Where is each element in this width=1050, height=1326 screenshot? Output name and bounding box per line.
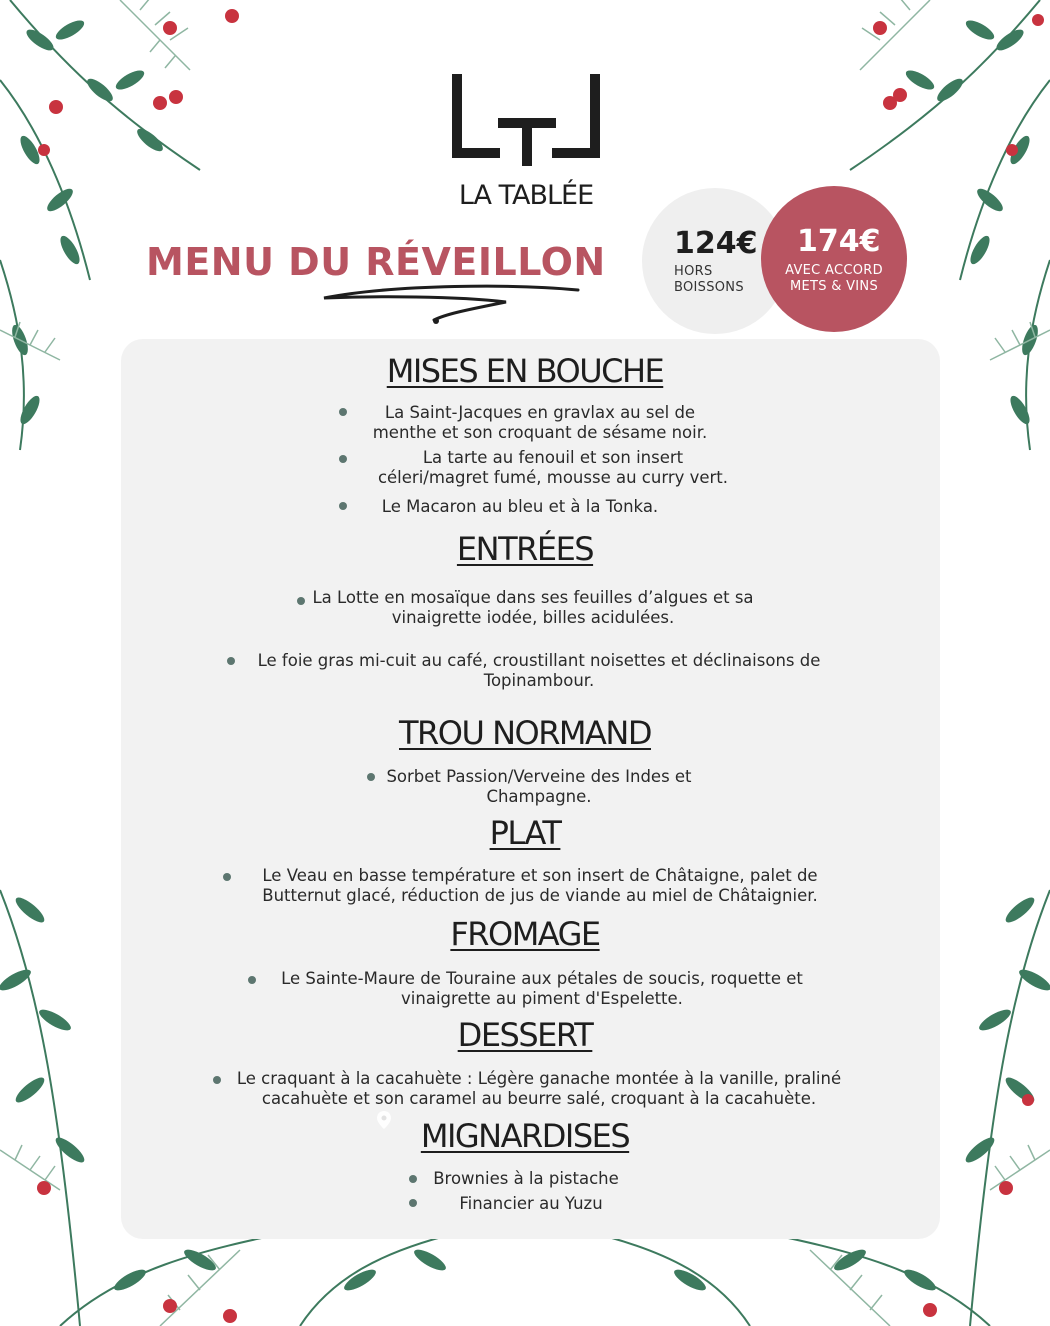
- menu-item-line: La Saint-Jacques en gravlax au sel de: [384, 403, 696, 422]
- menu-item-line: cacahuète et son caramel au beurre salé, croquant à la cacahuète.: [261, 1089, 817, 1108]
- bullet-icon: [227, 657, 235, 665]
- menu-item: [360, 448, 746, 488]
- bullet-icon: [367, 773, 375, 781]
- section-title-fromage: FROMAGE: [450, 915, 600, 953]
- menu-item-line: Champagne.: [486, 787, 592, 806]
- menu-item-line: Sorbet Passion/Verveine des Indes et: [386, 767, 692, 786]
- price-badge-with-wine: [761, 186, 907, 332]
- bullet-icon: [339, 455, 347, 463]
- menu-title: MENU DU RÉVEILLON: [146, 240, 606, 284]
- bullet-icon: [339, 408, 347, 416]
- bullet-icon: [248, 976, 256, 984]
- price-note: [761, 263, 907, 295]
- menu-item-line: Le Sainte-Maure de Touraine aux pétales de soucis, roquette et: [281, 969, 803, 988]
- price-amount: 174€: [797, 224, 881, 259]
- menu-item-line: Le Macaron au bleu et à la Tonka.: [381, 497, 659, 516]
- swoosh-underline-icon: [316, 276, 582, 326]
- menu-item: [446, 1194, 616, 1214]
- bullet-icon: [409, 1199, 417, 1207]
- menu-item-line: Le foie gras mi-cuit au café, croustillant noisettes et déclinaisons de: [257, 651, 821, 670]
- menu-item: [360, 403, 720, 443]
- bullet-icon: [339, 502, 347, 510]
- menu-item-line: Butternut glacé, réduction de jus de viande au miel de Châtaignier.: [262, 886, 818, 905]
- brand-name: LA TABLÉE: [458, 180, 594, 211]
- menu-item: [248, 651, 830, 691]
- ltl-logo-icon: [446, 72, 606, 168]
- bullet-icon: [297, 597, 305, 605]
- section-title-entrees: ENTRÉES: [456, 530, 594, 568]
- price-note: [674, 264, 744, 296]
- menu-item: [360, 497, 680, 517]
- menu-item-line: vinaigrette iodée, billes acidulées.: [391, 608, 675, 627]
- section-title-mises-en-bouche: MISES EN BOUCHE: [386, 352, 664, 390]
- price-note-line: METS & VINS: [789, 279, 879, 294]
- menu-item: [426, 1169, 626, 1189]
- price-note-line: AVEC ACCORD: [785, 263, 883, 278]
- menu-item-line: Topinambour.: [483, 671, 595, 690]
- section-title-dessert: DESSERT: [457, 1016, 593, 1054]
- menu-item-line: vinaigrette au piment d'Espelette.: [401, 989, 683, 1008]
- price-amount: 124€: [674, 226, 758, 261]
- menu-item: [310, 588, 756, 628]
- menu-item: [232, 1069, 846, 1109]
- menu-item: [380, 767, 698, 807]
- section-title-trou-normand: TROU NORMAND: [399, 714, 651, 752]
- menu-item-line: Le Veau en basse température et son insert de Châtaigne, palet de: [262, 866, 818, 885]
- menu-item: [268, 969, 816, 1009]
- menu-item-line: Financier au Yuzu: [459, 1194, 603, 1213]
- menu-item-line: Le craquant à la cacahuète : Légère ganache montée à la vanille, praliné: [236, 1069, 842, 1088]
- menu-item-line: Brownies à la pistache: [433, 1169, 619, 1188]
- bullet-icon: [409, 1175, 417, 1183]
- bullet-icon: [213, 1076, 221, 1084]
- menu-item-line: La tarte au fenouil et son insert: [422, 448, 684, 467]
- menu-item-line: La Lotte en mosaïque dans ses feuilles d’algues et sa: [312, 588, 754, 607]
- menu-item-line: céleri/magret fumé, mousse au curry vert.: [377, 468, 729, 487]
- price-note-line: BOISSONS: [674, 280, 744, 295]
- price-note-line: HORS: [674, 264, 713, 279]
- menu-item-line: menthe et son croquant de sésame noir.: [372, 423, 708, 442]
- section-title-mignardises: MIGNARDISES: [420, 1117, 630, 1155]
- menu-item: [240, 866, 840, 906]
- bullet-icon: [223, 873, 231, 881]
- section-title-plat: PLAT: [489, 814, 561, 852]
